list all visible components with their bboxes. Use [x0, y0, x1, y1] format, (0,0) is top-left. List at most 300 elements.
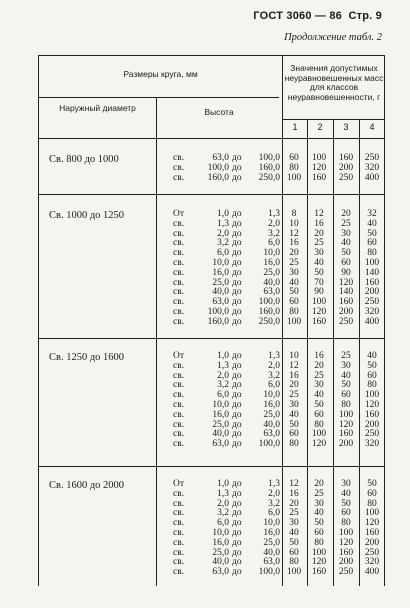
height-from: 160,0: [207, 172, 229, 183]
height-prefix: св.: [173, 567, 185, 578]
mass-value-class-2: 30: [314, 248, 324, 259]
table-row: [39, 500, 384, 510]
height-to: 16,0: [263, 527, 280, 538]
mass-value-class-3: 50: [341, 498, 351, 509]
mass-value-class-1: 80: [289, 439, 299, 450]
mass-value-class-2: 60: [314, 409, 324, 420]
height-from: 10,0: [212, 257, 229, 268]
mass-value-class-1: 25: [289, 508, 299, 519]
height-to-word: до: [232, 153, 242, 163]
height-to: 25,0: [263, 537, 280, 548]
mass-value-class-2: 160: [311, 567, 327, 578]
height-to: 10,0: [263, 248, 280, 259]
table-row: [39, 372, 384, 382]
height-to-word: до: [232, 479, 242, 489]
mass-value-class-2: 30: [314, 498, 324, 509]
height-to-word: до: [232, 508, 242, 519]
height-prefix: св.: [173, 218, 185, 229]
mass-value-class-3: 25: [341, 218, 351, 229]
height-from: 16,0: [212, 409, 229, 420]
mass-value-class-2: 20: [314, 479, 324, 489]
mass-value-class-2: 120: [311, 306, 327, 317]
height-from: 2,0: [217, 228, 229, 239]
height-to-word: до: [232, 248, 242, 259]
height-to: 3,2: [268, 370, 280, 381]
table-row: [39, 210, 384, 220]
mass-value-class-1: 40: [289, 409, 299, 420]
height-from: 63,0: [212, 567, 229, 578]
mass-value-class-3: 100: [338, 527, 354, 538]
table-row: [39, 220, 384, 230]
height-from: 40,0: [212, 557, 229, 568]
height-to-word: до: [232, 287, 242, 298]
mass-value-class-1: 40: [289, 527, 299, 538]
height-prefix: св.: [173, 439, 185, 450]
mass-value-class-2: 16: [314, 218, 324, 229]
height-to: 1,3: [268, 351, 280, 361]
height-to-word: до: [232, 527, 242, 538]
height-prefix: св.: [173, 360, 185, 371]
mass-value-class-2: 12: [314, 209, 324, 219]
height-to-word: до: [232, 399, 242, 410]
mass-value-class-2: 120: [311, 162, 327, 173]
page-header: [253, 10, 382, 22]
mass-value-class-4: 120: [364, 399, 380, 410]
mass-value-class-2: 50: [314, 267, 324, 278]
data-table: [38, 55, 385, 586]
height-to-word: до: [232, 547, 242, 558]
mass-value-class-4: 160: [364, 527, 380, 538]
height-prefix: св.: [173, 380, 185, 391]
mass-value-class-2: 40: [314, 257, 324, 268]
height-to-word: до: [232, 172, 242, 183]
height-prefix: св.: [173, 267, 185, 278]
height-prefix: св.: [173, 390, 185, 401]
height-to: 3,2: [268, 228, 280, 239]
height-from: 100,0: [207, 306, 229, 317]
group-divider: [39, 194, 384, 195]
mass-value-class-1: 80: [289, 557, 299, 568]
mass-value-class-4: 200: [364, 537, 380, 548]
height-to-word: до: [232, 498, 242, 509]
height-to-word: до: [232, 429, 242, 440]
mass-value-class-4: 250: [364, 429, 380, 440]
height-from: 63,0: [212, 439, 229, 450]
mass-value-class-1: 60: [289, 429, 299, 440]
mass-value-class-3: 160: [338, 297, 354, 308]
height-prefix: св.: [173, 287, 185, 298]
height-to: 10,0: [263, 518, 280, 529]
mass-value-class-3: 30: [341, 360, 351, 371]
height-to: 16,0: [263, 257, 280, 268]
mass-value-class-1: 16: [289, 370, 299, 381]
height-prefix: От: [173, 351, 185, 361]
mass-value-class-4: 250: [364, 547, 380, 558]
mass-value-class-2: 60: [314, 527, 324, 538]
height-from: 40,0: [212, 429, 229, 440]
height-prefix: св.: [173, 257, 185, 268]
mass-value-class-4: 80: [367, 248, 377, 259]
mass-value-class-3: 200: [338, 306, 354, 317]
mass-value-class-2: 70: [314, 277, 324, 288]
mass-value-class-3: 60: [341, 390, 351, 401]
height-to: 63,0: [263, 557, 280, 568]
mass-value-class-1: 20: [289, 380, 299, 391]
mass-value-class-2: 50: [314, 399, 324, 410]
mass-value-class-3: 250: [338, 567, 354, 578]
height-to: 250,0: [258, 172, 280, 183]
table-row: [39, 174, 384, 184]
group-divider: [39, 338, 384, 339]
mass-value-class-3: 20: [341, 209, 351, 219]
height-from: 3,2: [217, 380, 229, 391]
height-to: 40,0: [263, 547, 280, 558]
height-from: 160,0: [207, 316, 229, 327]
mass-value-class-3: 200: [338, 557, 354, 568]
mass-value-class-3: 50: [341, 248, 351, 259]
height-from: 2,0: [217, 370, 229, 381]
mass-value-class-2: 50: [314, 518, 324, 529]
height-from: 25,0: [212, 547, 229, 558]
mass-value-class-4: 120: [364, 518, 380, 529]
mass-value-class-3: 160: [338, 547, 354, 558]
mass-value-class-4: 40: [367, 218, 377, 229]
mass-value-class-2: 120: [311, 557, 327, 568]
height-to-word: до: [232, 419, 242, 430]
height-to: 6,0: [268, 238, 280, 249]
height-from: 6,0: [217, 390, 229, 401]
mass-value-class-1: 30: [289, 267, 299, 278]
height-from: 6,0: [217, 248, 229, 259]
height-to-word: до: [232, 277, 242, 288]
header-height: Высота: [204, 107, 234, 117]
height-from: 25,0: [212, 277, 229, 288]
mass-value-class-3: 140: [338, 287, 354, 298]
mass-value-class-3: 200: [338, 439, 354, 450]
height-to-word: до: [232, 162, 242, 173]
height-prefix: св.: [173, 297, 185, 308]
height-to: 100,0: [258, 439, 280, 450]
mass-value-class-3: 30: [341, 479, 351, 489]
mass-value-class-1: 20: [289, 248, 299, 259]
mass-value-class-1: 60: [289, 153, 299, 163]
height-to: 100,0: [258, 297, 280, 308]
mass-value-class-3: 80: [341, 399, 351, 410]
height-to-word: до: [232, 238, 242, 249]
height-to: 40,0: [263, 419, 280, 430]
mass-value-class-1: 50: [289, 287, 299, 298]
mass-value-class-1: 12: [289, 360, 299, 371]
table-row: [39, 230, 384, 240]
header-outer-diameter: Наружный диаметр: [59, 103, 136, 113]
height-from: 2,0: [217, 498, 229, 509]
height-prefix: св.: [173, 172, 185, 183]
height-to: 250,0: [258, 316, 280, 327]
height-to-word: до: [232, 228, 242, 239]
mass-value-class-4: 200: [364, 419, 380, 430]
mass-value-class-1: 10: [289, 351, 299, 361]
height-prefix: св.: [173, 498, 185, 509]
mass-value-class-1: 25: [289, 390, 299, 401]
mass-value-class-4: 60: [367, 488, 377, 499]
mass-value-class-4: 160: [364, 409, 380, 420]
mass-value-class-4: 160: [364, 277, 380, 288]
mass-value-class-4: 100: [364, 508, 380, 519]
mass-value-class-2: 100: [311, 153, 327, 163]
height-to-word: до: [232, 537, 242, 548]
table-row: [39, 381, 384, 391]
mass-value-class-4: 320: [364, 306, 380, 317]
mass-value-class-1: 16: [289, 238, 299, 249]
mass-value-class-3: 120: [338, 419, 354, 430]
height-to: 25,0: [263, 409, 280, 420]
mass-value-class-1: 80: [289, 162, 299, 173]
mass-value-class-2: 80: [314, 419, 324, 430]
height-from: 10,0: [212, 399, 229, 410]
mass-value-class-2: 40: [314, 390, 324, 401]
height-from: 100,0: [207, 162, 229, 173]
mass-value-class-4: 50: [367, 360, 377, 371]
mass-value-class-3: 25: [341, 351, 351, 361]
height-to: 1,3: [268, 479, 280, 489]
height-to: 160,0: [258, 306, 280, 317]
height-to-word: до: [232, 257, 242, 268]
mass-value-class-3: 60: [341, 257, 351, 268]
height-to: 63,0: [263, 287, 280, 298]
height-to-word: до: [232, 297, 242, 308]
mass-value-class-4: 320: [364, 439, 380, 450]
height-prefix: св.: [173, 306, 185, 317]
height-to-word: до: [232, 316, 242, 327]
mass-value-class-1: 30: [289, 518, 299, 529]
mass-value-class-3: 160: [338, 429, 354, 440]
height-from: 40,0: [212, 287, 229, 298]
height-to: 6,0: [268, 508, 280, 519]
height-to: 100,0: [258, 567, 280, 578]
outer-diameter-range: Св. 800 до 1000: [49, 154, 119, 165]
mass-value-class-3: 120: [338, 537, 354, 548]
mass-value-class-2: 25: [314, 370, 324, 381]
height-from: 1,0: [217, 479, 229, 489]
mass-value-class-3: 40: [341, 370, 351, 381]
mass-value-class-3: 90: [341, 267, 351, 278]
height-to-word: до: [232, 567, 242, 578]
height-to: 1,3: [268, 209, 280, 219]
height-to: 25,0: [263, 267, 280, 278]
class-1-header: 1: [292, 122, 298, 132]
height-prefix: св.: [173, 488, 185, 499]
mass-value-class-1: 100: [286, 172, 302, 183]
height-to-word: до: [232, 380, 242, 391]
mass-value-class-1: 100: [286, 567, 302, 578]
mass-value-class-1: 12: [289, 228, 299, 239]
height-to-word: до: [232, 409, 242, 420]
standard-number: ГОСТ 3060 — 86: [253, 10, 342, 22]
mass-value-class-4: 320: [364, 162, 380, 173]
height-from: 1,3: [217, 488, 229, 499]
height-prefix: св.: [173, 370, 185, 381]
height-to-word: до: [232, 209, 242, 219]
mass-value-class-3: 50: [341, 380, 351, 391]
height-from: 25,0: [212, 419, 229, 430]
height-to: 3,2: [268, 498, 280, 509]
height-to: 63,0: [263, 429, 280, 440]
mass-value-class-4: 100: [364, 390, 380, 401]
height-prefix: св.: [173, 527, 185, 538]
mass-value-class-4: 50: [367, 228, 377, 239]
height-to-word: до: [232, 488, 242, 499]
mass-value-class-2: 160: [311, 172, 327, 183]
mass-value-class-4: 400: [364, 567, 380, 578]
height-from: 16,0: [212, 537, 229, 548]
header-divider: [39, 97, 279, 98]
height-to: 160,0: [258, 162, 280, 173]
mass-value-class-4: 100: [364, 257, 380, 268]
height-prefix: св.: [173, 419, 185, 430]
height-prefix: св.: [173, 153, 185, 163]
group-divider: [39, 466, 384, 467]
height-to-word: до: [232, 439, 242, 450]
mass-value-class-3: 80: [341, 518, 351, 529]
height-from: 1,3: [217, 360, 229, 371]
mass-value-class-2: 40: [314, 508, 324, 519]
height-from: 1,0: [217, 351, 229, 361]
height-to-word: до: [232, 518, 242, 529]
mass-value-class-1: 8: [291, 209, 297, 219]
mass-value-class-3: 250: [338, 316, 354, 327]
height-to-word: до: [232, 306, 242, 317]
height-from: 63,0: [212, 153, 229, 163]
mass-value-class-2: 100: [311, 429, 327, 440]
mass-value-class-4: 400: [364, 316, 380, 327]
height-from: 3,2: [217, 238, 229, 249]
height-to: 6,0: [268, 380, 280, 391]
mass-value-class-1: 20: [289, 498, 299, 509]
class-4-header: 4: [369, 122, 375, 132]
mass-value-class-1: 60: [289, 297, 299, 308]
mass-value-class-3: 60: [341, 508, 351, 519]
table-continuation-caption: Продолжение табл. 2: [284, 32, 382, 43]
mass-value-class-2: 80: [314, 537, 324, 548]
height-prefix: св.: [173, 537, 185, 548]
mass-value-class-1: 50: [289, 537, 299, 548]
mass-value-class-4: 80: [367, 380, 377, 391]
height-to: 2,0: [268, 360, 280, 371]
height-to: 2,0: [268, 218, 280, 229]
mass-value-class-2: 100: [311, 547, 327, 558]
height-to-word: до: [232, 557, 242, 568]
mass-value-class-1: 10: [289, 218, 299, 229]
header-permissible-values: Значения допустимых неуравновешенных масс для классов неуравновешенности, г: [284, 63, 384, 102]
table-row: [39, 509, 384, 519]
table-row: [39, 239, 384, 249]
mass-value-class-3: 250: [338, 172, 354, 183]
table-row: [39, 480, 384, 490]
mass-value-class-1: 60: [289, 547, 299, 558]
height-prefix: св.: [173, 518, 185, 529]
mass-value-class-3: 40: [341, 238, 351, 249]
height-to: 40,0: [263, 277, 280, 288]
mass-value-class-3: 120: [338, 277, 354, 288]
height-to: 16,0: [263, 399, 280, 410]
mass-value-class-4: 50: [367, 479, 377, 489]
height-prefix: св.: [173, 399, 185, 410]
mass-value-class-2: 100: [311, 297, 327, 308]
height-to: 2,0: [268, 488, 280, 499]
mass-value-class-4: 250: [364, 297, 380, 308]
height-prefix: св.: [173, 557, 185, 568]
table-row: [39, 440, 384, 450]
height-prefix: св.: [173, 277, 185, 288]
mass-value-class-4: 60: [367, 238, 377, 249]
height-to-word: до: [232, 370, 242, 381]
mass-value-class-4: 320: [364, 557, 380, 568]
height-to: 10,0: [263, 390, 280, 401]
outer-diameter-range: Св. 1250 до 1600: [49, 352, 125, 363]
table-row: [39, 568, 384, 578]
height-to-word: до: [232, 351, 242, 361]
table-row: [39, 362, 384, 372]
mass-value-class-1: 80: [289, 306, 299, 317]
height-to-word: до: [232, 360, 242, 371]
mass-value-class-2: 20: [314, 360, 324, 371]
mass-value-class-1: 25: [289, 257, 299, 268]
mass-value-class-4: 32: [367, 209, 377, 219]
table-row: [39, 318, 384, 328]
outer-diameter-range: Св. 1600 до 2000: [49, 480, 125, 491]
mass-value-class-4: 40: [367, 351, 377, 361]
table-row: [39, 490, 384, 500]
class-2-header: 2: [317, 122, 323, 132]
height-prefix: От: [173, 479, 185, 489]
height-prefix: От: [173, 209, 185, 219]
height-prefix: св.: [173, 316, 185, 327]
mass-value-class-3: 40: [341, 488, 351, 499]
height-from: 3,2: [217, 508, 229, 519]
mass-value-class-3: 30: [341, 228, 351, 239]
mass-value-class-1: 100: [286, 316, 302, 327]
outer-diameter-range: Св. 1000 до 1250: [49, 210, 125, 221]
height-prefix: св.: [173, 547, 185, 558]
mass-value-class-3: 200: [338, 162, 354, 173]
page-number: Стр. 9: [348, 10, 382, 22]
height-prefix: св.: [173, 508, 185, 519]
mass-value-class-2: 120: [311, 439, 327, 450]
mass-value-class-4: 250: [364, 153, 380, 163]
mass-value-class-2: 25: [314, 238, 324, 249]
mass-value-class-4: 200: [364, 287, 380, 298]
height-prefix: св.: [173, 248, 185, 259]
height-from: 10,0: [212, 527, 229, 538]
height-to-word: до: [232, 390, 242, 401]
height-from: 1,3: [217, 218, 229, 229]
mass-value-class-4: 60: [367, 370, 377, 381]
mass-value-class-2: 160: [311, 316, 327, 327]
mass-value-class-2: 16: [314, 351, 324, 361]
mass-value-class-4: 400: [364, 172, 380, 183]
height-prefix: св.: [173, 429, 185, 440]
height-prefix: св.: [173, 228, 185, 239]
mass-value-class-2: 25: [314, 488, 324, 499]
mass-value-class-1: 50: [289, 419, 299, 430]
header-sizes: Размеры круга, мм: [123, 69, 198, 79]
mass-value-class-4: 140: [364, 267, 380, 278]
mass-value-class-1: 16: [289, 488, 299, 499]
mass-value-class-1: 40: [289, 277, 299, 288]
mass-value-class-2: 90: [314, 287, 324, 298]
height-prefix: св.: [173, 238, 185, 249]
mass-value-class-4: 80: [367, 498, 377, 509]
